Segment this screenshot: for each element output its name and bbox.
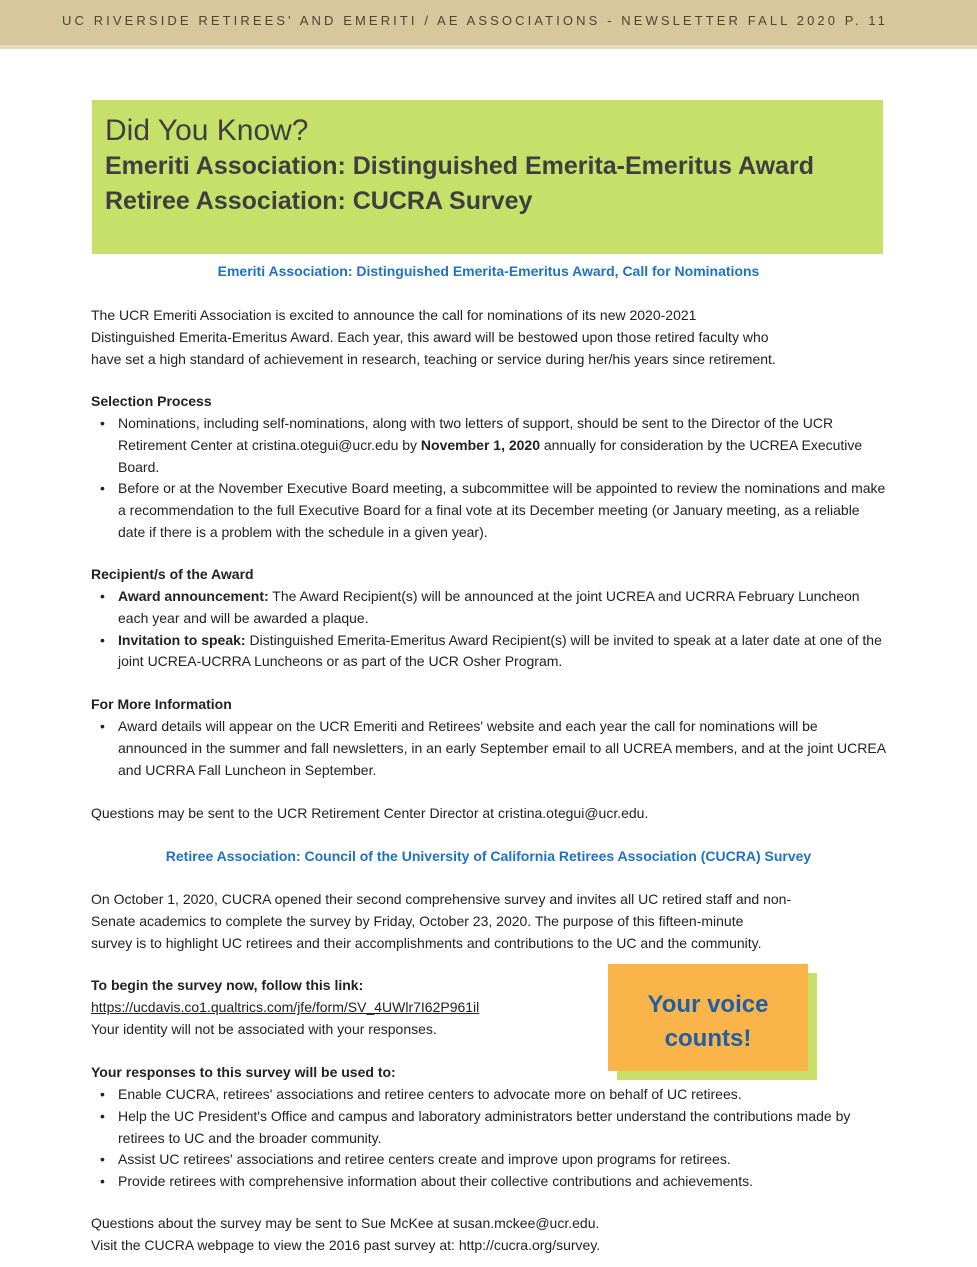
survey-link[interactable]: https://ucdavis.co1.qualtrics.com/jfe/form/SV_4UWlr7I62P961il	[91, 999, 480, 1015]
survey-intro-line: survey is to highlight UC retirees and their accomplishments and contributions to the UC and the community.	[91, 934, 762, 951]
survey-footer-questions: Questions about the survey may be sent to Sue McKee at susan.mckee@ucr.edu.	[91, 1215, 600, 1231]
begin-survey-heading: To begin the survey now, follow this link:	[91, 977, 364, 993]
list-item: • Enable CUCRA, retirees' associations and retiree centers to advocate more on behalf of UC retirees.	[91, 1084, 886, 1106]
list-item-text: Nominations, including self-nominations, along with two letters of support, should be sent to the Director of the UCR Retirement Center at cristina.otegui@ucr.edu by	[118, 415, 834, 453]
title-subtitle-emeriti: Emeriti Association: Distinguished Emerita-Emeritus Award	[105, 152, 814, 180]
more-info-list	[91, 716, 886, 781]
recipients-heading: Recipient/s of the Award	[91, 566, 254, 582]
title-box	[92, 100, 883, 254]
your-voice-callout	[608, 964, 808, 1071]
header-band	[0, 0, 977, 49]
survey-uses-list	[91, 1084, 886, 1193]
list-item: • Help the UC President's Office and campus and laboratory administrators better understand the contributions made by retirees to UC and the broader community.	[91, 1106, 886, 1150]
callout-line: Your voice	[647, 991, 769, 1018]
list-item-text: Distinguished Emerita-Emeritus Award Recipient(s) will be invited to speak at a later date at one of the joint UCREA-UCRRA Luncheons or as part of the UCR Osher Program.	[118, 631, 882, 670]
survey-uses-heading: Your responses to this survey will be used to:	[91, 1064, 396, 1080]
list-item	[91, 586, 886, 630]
title-subtitle-retiree: Retiree Association: CUCRA Survey	[105, 187, 533, 215]
section-heading-award: Emeriti Association: Distinguished Emerita-Emeritus Award, Call for Nominations	[217, 263, 760, 279]
callout-text	[608, 988, 808, 1056]
award-intro-line: Distinguished Emerita-Emeritus Award. Each year, this award will be bestowed upon those retired faculty who	[91, 328, 769, 345]
list-item: • Provide retirees with comprehensive information about their collective contributions and achievements.	[91, 1171, 886, 1193]
survey-intro	[91, 889, 886, 954]
list-item-text: annually for consideration by the UCREA Executive Board.	[118, 436, 863, 475]
section-heading-survey: Retiree Association: Council of the University of California Retirees Association (CUCRA) Survey	[165, 848, 812, 864]
identity-note: Your identity will not be associated with your responses.	[91, 1020, 437, 1037]
list-item-label: Award announcement:	[118, 588, 269, 604]
selection-process-list	[91, 413, 886, 544]
more-info-heading: For More Information	[91, 696, 232, 712]
list-item	[91, 413, 886, 478]
list-item: • Assist UC retirees' associations and retiree centers create and improve upon programs for retirees.	[91, 1149, 886, 1171]
list-item: • Before or at the November Executive Board meeting, a subcommittee will be appointed to review the nominations and make a recommendation to the full Executive Board for a final vote at its December meeting (or January meeting, as a reliable date if there is a problem with the schedule in a given year).	[91, 478, 886, 543]
list-item-label: Invitation to speak:	[118, 631, 246, 648]
survey-footer-webpage: Visit the CUCRA webpage to view the 2016 past survey at: http://cucra.org/survey.	[91, 1236, 601, 1253]
survey-footer	[91, 1213, 886, 1257]
newsletter-header: UC RIVERSIDE RETIREES' AND EMERITI / AE ASSOCIATIONS - NEWSLETTER FALL 2020 P. 11	[62, 13, 888, 28]
survey-intro-line: On October 1, 2020, CUCRA opened their second comprehensive survey and invites all UC retired staff and non-	[91, 891, 792, 907]
survey-link-block	[91, 997, 591, 1041]
list-item-text: The Award Recipient(s) will be announced at the joint UCREA and UCRRA February Luncheon each year and will be awarded a plaque.	[118, 588, 860, 626]
recipients-list	[91, 586, 886, 673]
selection-process-heading: Selection Process	[91, 393, 212, 409]
callout-line: counts!	[664, 1025, 752, 1052]
list-item: • Award details will appear on the UCR Emeriti and Retirees' website and each year the call for nominations will be announced in the summer and fall newsletters, in an early September email to all UCREA members, and at the joint UCREA and UCRRA Fall Luncheon in September.	[91, 716, 886, 781]
award-intro	[91, 305, 886, 370]
deadline-date: November 1, 2020	[420, 436, 540, 453]
award-intro-line: have set a high standard of achievement in research, teaching or service during her/his years since retirement.	[91, 350, 776, 367]
list-item	[91, 630, 886, 674]
award-questions: Questions may be sent to the UCR Retirement Center Director at cristina.otegui@ucr.edu.	[91, 805, 649, 821]
page-title: Did You Know?	[105, 114, 309, 147]
survey-intro-line: Senate academics to complete the survey by Friday, October 23, 2020. The purpose of this fifteen-minute	[91, 912, 744, 929]
award-intro-line: The UCR Emeriti Association is excited to announce the call for nominations of its new 2020-2021	[91, 307, 697, 323]
